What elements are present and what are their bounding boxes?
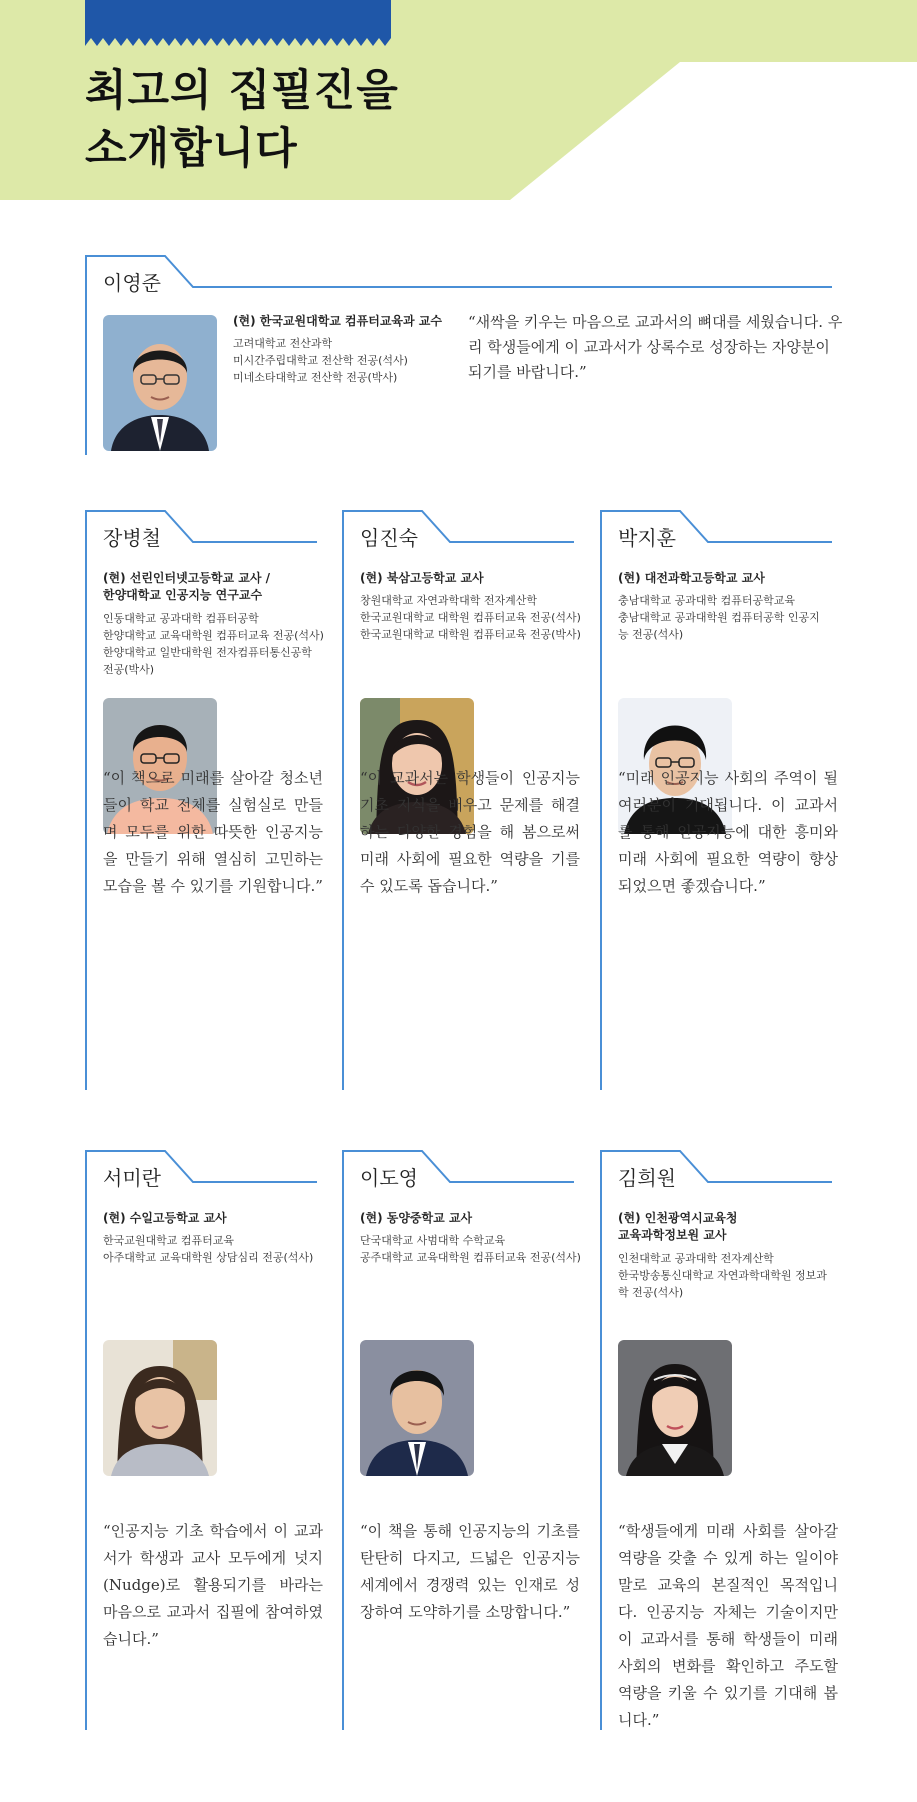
author-quote: “학생들에게 미래 사회를 살아갈 역량을 갖출 수 있게 하는 일이야말로 교육의 본질적인 목적입니다. 인공지능 자체는 기술이지만 이 교과서를 통해 학생들이 미래 사회의 변화를 확인하고 주도할 역량을 키울 수 있기를 기대해 봅니다.” xyxy=(618,1522,838,1729)
author-role: (현) 대전과학고등학교 교사 xyxy=(618,571,765,585)
author-education: 창원대학교 자연과학대학 전자계산학 한국교원대학교 대학원 컴퓨터교육 전공(석사) 한국교원대학교 대학원 컴퓨터교육 전공(박사) xyxy=(360,594,581,641)
author-education: 충남대학교 공과대학 컴퓨터공학교육 충남대학교 공과대학원 컴퓨터공학 인공지 능 전공(석사) xyxy=(618,594,820,641)
author-card-seo-miran xyxy=(85,1150,323,1730)
author-role: (현) 수일고등학교 교사 xyxy=(103,1211,227,1225)
author-card-park-jihoon xyxy=(600,510,838,1090)
author-role: (현) 동양중학교 교사 xyxy=(360,1211,473,1225)
title-line-1: 최고의 집필진을 xyxy=(85,66,399,116)
page-title xyxy=(85,62,399,178)
author-card-lee-youngjun xyxy=(85,255,843,455)
author-role: (현) 한국교원대학교 컴퓨터교육과 교수 xyxy=(233,314,442,328)
author-photo xyxy=(360,1340,474,1476)
author-name: 박지훈 xyxy=(618,526,676,550)
author-name: 장병철 xyxy=(103,526,161,550)
author-quote: “이 교과서는 학생들이 인공지능 기초 지식을 배우고 문제를 해결하는 다양한 경험을 해 봄으로써 미래 사회에 필요한 역량을 기를 수 있도록 돕습니다.” xyxy=(360,769,580,895)
author-education: 단국대학교 사범대학 수학교육 공주대학교 교육대학원 컴퓨터교육 전공(석사) xyxy=(360,1234,581,1264)
author-education: 인동대학교 공과대학 컴퓨터공학 한양대학교 교육대학원 컴퓨터교육 전공(석사) 한양대학교 일반대학원 전자컴퓨터통신공학 전공(박사) xyxy=(103,612,324,676)
author-name: 이영준 xyxy=(103,271,161,295)
author-name: 임진숙 xyxy=(360,526,418,550)
author-quote: “이 책을 통해 인공지능의 기초를 탄탄히 다지고, 드넓은 인공지능 세계에서 경쟁력 있는 인재로 성장하여 도약하기를 소망합니다.” xyxy=(360,1522,580,1621)
title-line-2: 소개합니다 xyxy=(85,124,298,174)
author-card-lim-jinsook xyxy=(342,510,581,1090)
author-photo xyxy=(618,1340,732,1476)
author-quote: “이 책으로 미래를 살아갈 청소년들이 학교 전체를 실험실로 만들며 모두를 위한 따뜻한 인공지능을 만들기 위해 열심히 고민하는 모습을 볼 수 있기를 기원합니다.” xyxy=(103,769,323,895)
author-role: (현) 선린인터넷고등학교 교사 / 한양대학교 인공지능 연구교수 xyxy=(103,571,270,602)
author-role: (현) 인천광역시교육청 교육과학정보원 교사 xyxy=(618,1211,738,1242)
author-quote: “미래 인공지능 사회의 주역이 될 여러분이 기대됩니다. 이 교과서를 통해 인공지능에 대한 흥미와 미래 사회에 필요한 역량이 향상되었으면 좋겠습니다.” xyxy=(618,769,838,895)
author-card-lee-doyoung xyxy=(342,1150,581,1730)
author-photo xyxy=(103,315,217,451)
author-name: 이도영 xyxy=(360,1166,418,1190)
author-name: 김희원 xyxy=(618,1166,676,1190)
author-photo xyxy=(103,1340,217,1476)
author-role: (현) 북삼고등학교 교사 xyxy=(360,571,484,585)
author-education: 고려대학교 전산과학 미시간주립대학교 전산학 전공(석사) 미네소타대학교 전산학 전공(박사) xyxy=(233,337,408,384)
author-card-jang-byungchul xyxy=(85,510,324,1090)
author-quote: “새싹을 키우는 마음으로 교과서의 뼈대를 세웠습니다. 우리 학생들에게 이 교과서가 상록수로 성장하는 자양분이 되기를 바랍니다.” xyxy=(468,313,843,381)
header-blue-tab xyxy=(85,0,391,46)
author-quote: “인공지능 기초 학습에서 이 교과서가 학생과 교사 모두에게 넛지(Nudge)로 활용되기를 바라는 마음으로 교과서 집필에 참여하였습니다.” xyxy=(103,1522,323,1648)
author-card-kim-heewon xyxy=(600,1150,838,1730)
author-education: 한국교원대학교 컴퓨터교육 아주대학교 교육대학원 상담심리 전공(석사) xyxy=(103,1234,314,1264)
author-education: 인천대학교 공과대학 전자계산학 한국방송통신대학교 자연과학대학원 정보과 학 전공(석사) xyxy=(618,1252,827,1299)
author-name: 서미란 xyxy=(103,1166,161,1190)
